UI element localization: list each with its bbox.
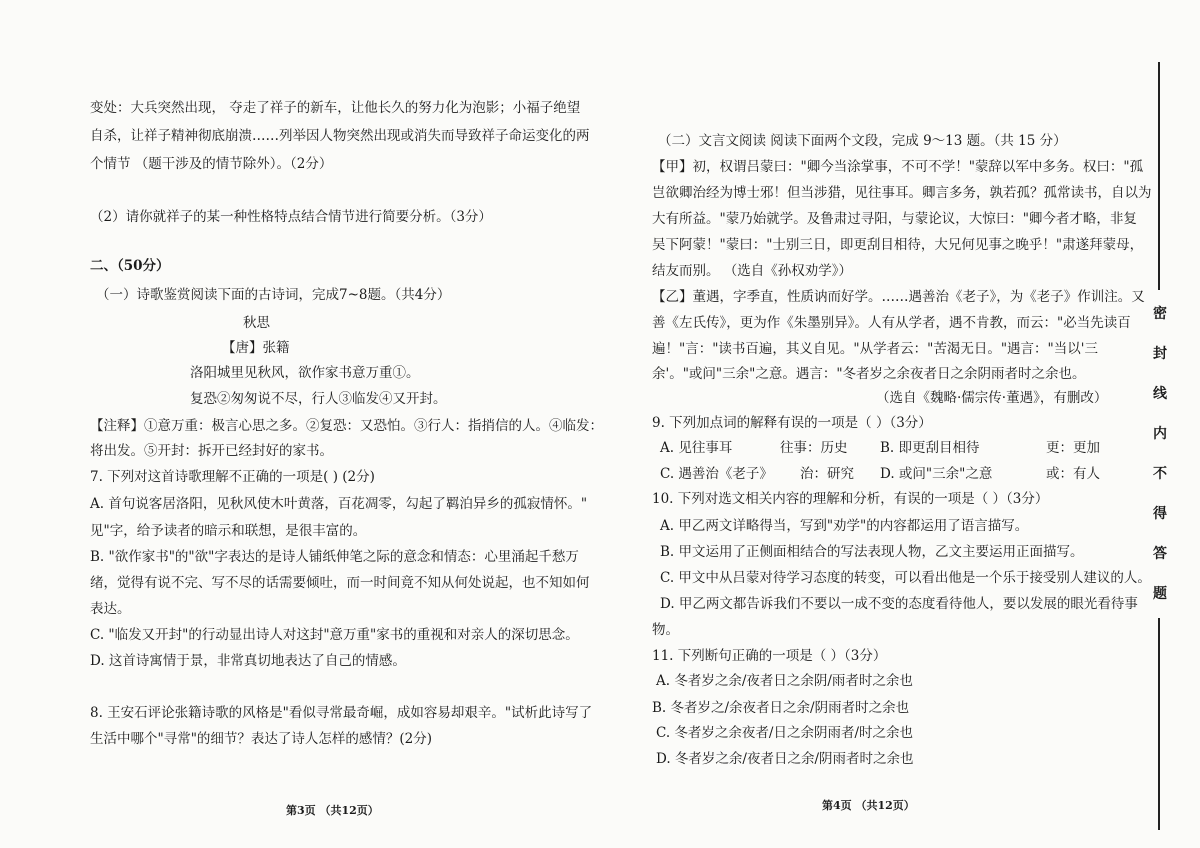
q11-option-c: C. 冬者岁之余夜者/日之余阴雨者/时之余也 [656, 725, 914, 741]
right-page-footer: 第4页 （共12页） [822, 799, 915, 812]
seal-line-bottom [1158, 618, 1160, 830]
left-line-2: 自杀，让祥子精神彻底崩溃……列举因人物突然出现或消失而导致祥子命运变化的两 [90, 128, 590, 144]
poem-line-2: 复恐②匆匆说不尽，行人③临发④又开封。 [190, 391, 447, 407]
question-2-prompt: （2）请你就祥子的某一种性格特点结合情节进行简要分析。（3分） [90, 209, 492, 225]
passage-a-line-1: 【甲】初，权谓吕蒙曰："卿今当涂掌事，不可不学！"蒙辞以军中多务。权曰："孤 [652, 159, 1144, 175]
q7-option-b-1: B. "欲作家书"的"欲"字表达的是诗人铺纸伸笔之际的意念和情态：心里涌起千愁万 [90, 549, 579, 565]
poem-notes-2: 将出发。⑤开封：拆开已经封好的家书。 [90, 443, 333, 459]
classical-section-heading: （二）文言文阅读 阅读下面两个文段，完成 9～13 题。（共 15 分） [658, 133, 1067, 149]
q7-option-d: D. 这首诗寓情于景，非常真切地表达了自己的情感。 [90, 653, 406, 669]
q9-option-c-gloss: 治：研究 [800, 466, 854, 482]
q9-option-c: C. 遇善治《老子》 [660, 466, 773, 482]
q11-option-a: A. 冬者岁之余/夜者日之余阴/雨者时之余也 [656, 673, 913, 689]
question-8-line-1: 8. 王安石评论张籍诗歌的风格是"看似寻常最奇崛，成如容易却艰辛。"试析此诗写了 [90, 705, 593, 721]
poem-title: 秋思 [243, 315, 270, 331]
passage-b-source: （选自《魏略·儒宗传·董遇》，有删改） [876, 390, 1108, 406]
q7-option-c: C. "临发又开封"的行动显出诗人对这封"意万重"家书的重视和对亲人的深切思念。 [90, 627, 579, 643]
question-9: 9. 下列加点词的解释有误的一项是（ ）（3分） [652, 415, 932, 431]
q9-option-a: A. 见往事耳 [660, 440, 733, 456]
seal-char-3: 线 [1153, 386, 1167, 402]
passage-b-line-2: 善《左氏传》，更为作《朱墨别异》。人有从学者，遇不肯教，而云："必当先读百 [652, 315, 1131, 331]
q7-option-b-2: 绪，觉得有说不完、写不尽的话需要倾吐，而一时间竟不知从何处说起，也不知如何 [90, 575, 590, 591]
seal-char-7: 答 [1153, 546, 1167, 562]
left-line-1: 变处：大兵突然出现， 夺走了祥子的新车，让他长久的努力化为泡影；小福子绝望 [90, 100, 581, 116]
question-10: 10. 下列对选文相关内容的理解和分析，有误的一项是（ ）（3分） [652, 491, 1049, 507]
passage-b-line-1: 【乙】董遇，字季直，性质讷而好学。……遇善治《老子》，为《老子》作训注。又 [652, 289, 1145, 305]
seal-char-6: 得 [1153, 506, 1167, 522]
q7-option-a-1: A. 首句说客居洛阳，见秋风使木叶黄落，百花凋零，勾起了羁泊异乡的孤寂情怀。" [90, 496, 588, 512]
q9-option-b: B. 即更刮目相待 [880, 440, 980, 456]
q11-option-d: D. 冬者岁之余/夜者日之余/阴雨者时之余也 [656, 751, 914, 767]
q9-option-d-gloss: 或：有人 [1046, 466, 1100, 482]
passage-a-line-3: 大有所益。"蒙乃始就学。及鲁肃过寻阳，与蒙论议，大惊曰："卿今者才略，非复 [652, 211, 1137, 227]
passage-b-line-3: 遍！"言："读书百遍，其义自见。"从学者云："苦渴无日。"遇言："当以'三 [652, 341, 1098, 357]
poetry-section-heading: （一）诗歌鉴赏阅读下面的古诗词，完成7~8题。（共4分） [96, 287, 451, 303]
q9-option-a-gloss: 往事：历史 [780, 440, 848, 456]
q10-option-a: A. 甲乙两文详略得当，写到"劝学"的内容都运用了语言描写。 [660, 518, 1029, 534]
section-two-heading: 二、（50分） [90, 258, 170, 274]
poem-notes-1: 【注释】①意万重：极言心思之多。②复恐：又恐怕。③行人：指捎信的人。④临发： [90, 418, 603, 434]
q10-option-d-1: D. 甲乙两文都告诉我们不要以一成不变的态度看待他人，要以发展的眼光看待事 [660, 596, 1138, 612]
passage-b-line-4: 余'。"或问"三余"之意。遇言："冬者岁之余夜者日之余阴雨者时之余也。 [652, 366, 1086, 382]
q10-option-d-2: 物。 [652, 622, 679, 638]
passage-a-line-5: 结友而别。 （选自《孙权劝学》） [652, 263, 853, 279]
question-11: 11. 下列断句正确的一项是（ ）（3分） [652, 648, 887, 664]
question-8-line-2: 生活中哪个"寻常"的细节？表达了诗人怎样的感情？(2分) [90, 731, 433, 747]
seal-char-5: 不 [1153, 466, 1167, 482]
passage-a-line-4: 吴下阿蒙！"蒙曰："士别三日，即更刮目相待，大兄何见事之晚乎！"肃遂拜蒙母， [652, 237, 1144, 253]
question-7: 7. 下列对这首诗歌理解不正确的一项是( ) (2分) [90, 469, 375, 485]
seal-char-4: 内 [1153, 426, 1167, 442]
q9-option-d: D. 或问"三余"之意 [880, 466, 993, 482]
seal-char-2: 封 [1153, 346, 1167, 362]
left-line-3: 个情节 （题干涉及的情节除外）。（2分） [90, 156, 333, 172]
q11-option-b: B. 冬者岁之/余夜者日之余/阴雨者时之余也 [652, 700, 910, 716]
poem-author: 【唐】张籍 [222, 340, 290, 356]
seal-line-top [1158, 62, 1160, 290]
seal-char-8: 题 [1153, 586, 1167, 602]
poem-line-1: 洛阳城里见秋风，欲作家书意万重①。 [190, 365, 420, 381]
left-page-footer: 第3页 （共12页） [286, 804, 379, 817]
q7-option-a-2: 见"字，给予读者的暗示和联想，是很丰富的。 [90, 523, 367, 539]
seal-char-1: 密 [1153, 306, 1167, 322]
q7-option-b-3: 表达。 [90, 601, 131, 617]
q10-option-c: C. 甲文中从吕蒙对待学习态度的转变，可以看出他是一个乐于接受别人建议的人。 [660, 570, 1151, 586]
passage-a-line-2: 岂欲卿治经为博士邪！但当涉猎，见往事耳。卿言多务，孰若孤？孤常读书，自以为 [652, 185, 1152, 201]
q10-option-b: B. 甲文运用了正侧面相结合的写法表现人物，乙文主要运用正面描写。 [660, 544, 1084, 560]
q9-option-b-gloss: 更：更加 [1046, 440, 1100, 456]
